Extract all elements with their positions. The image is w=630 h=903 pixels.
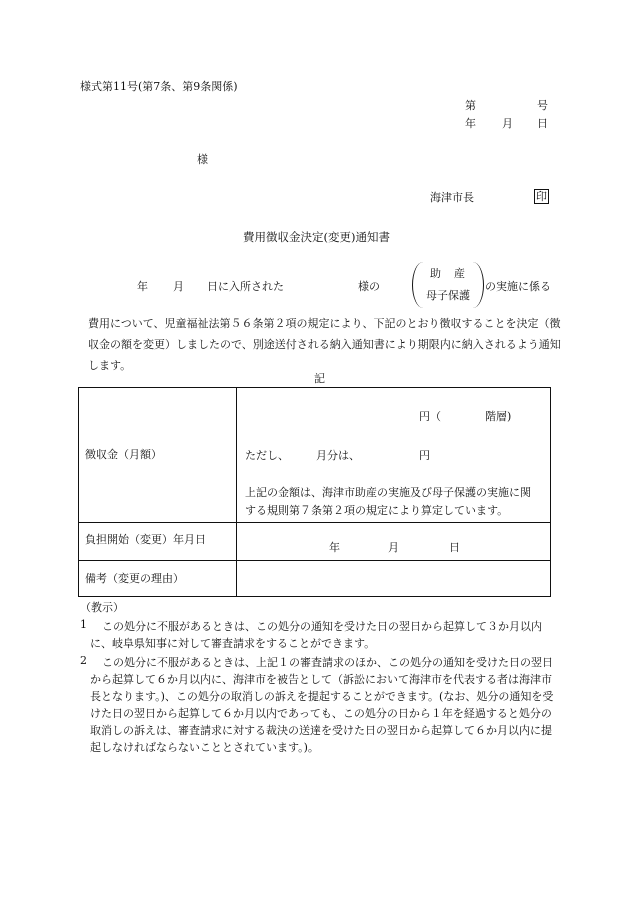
- notice-item1-number: 1: [80, 618, 87, 631]
- intro-tail: の実施に係る: [485, 280, 551, 293]
- month-portion-label: 月分は、: [316, 449, 360, 462]
- fee-table: [78, 387, 551, 597]
- however-label: ただし、: [245, 449, 289, 462]
- intro-year: 年: [137, 280, 148, 293]
- intro-entered: 日に入所された: [207, 280, 284, 293]
- amount-yen-open: 円（: [419, 410, 441, 423]
- document-title: 費用徴収金決定(変更)通知書: [243, 230, 390, 244]
- start-date-cell: [237, 523, 551, 561]
- date-day: 日: [537, 117, 548, 130]
- service-type-bracket: [412, 262, 484, 308]
- remarks-value: [237, 561, 551, 597]
- body-paragraph: 費用について、児童福祉法第５６条第２項の規定により、下記のとおり徴収することを決定（徴収金の額を変更）しましたので、別途送付される納入通知書により期限内に納入されるよう通知します。: [88, 317, 561, 372]
- amount-cell: [237, 388, 551, 523]
- service-mother-child: 母子保護: [426, 289, 470, 302]
- amount-label: 徴収金（月額）: [79, 388, 237, 523]
- calc-note-line1: 上記の金額は、海津市助産の実施及び母子保護の実施に関: [245, 486, 531, 499]
- amount-bracket-label: 階層): [485, 410, 512, 423]
- date-year: 年: [465, 117, 476, 130]
- start-day: 日: [449, 541, 460, 554]
- calc-note-line2: する規則第７条第２項の規定により算定しています。: [245, 504, 509, 517]
- intro-honorific: 様の: [358, 280, 380, 293]
- intro-month: 月: [173, 280, 184, 293]
- start-year: 年: [329, 541, 340, 554]
- doc-number-suffix: 号: [537, 99, 548, 112]
- ki-label: 記: [314, 372, 325, 385]
- date-month: 月: [502, 117, 513, 130]
- start-date-label: 負担開始（変更）年月日: [79, 523, 237, 561]
- start-month: 月: [388, 541, 399, 554]
- notice-item1: この処分に不服があるときは、この処分の通知を受けた日の翌日から起算して３か月以内に、岐阜県知事に対して審査請求をすることができます。: [90, 620, 542, 650]
- addressee-suffix: 様: [197, 153, 208, 166]
- seal-mark: 印: [536, 190, 547, 203]
- remarks-row: [79, 561, 551, 597]
- service-midwifery: 助 産: [430, 267, 466, 280]
- portion-yen: 円: [419, 449, 430, 462]
- start-date-row: [79, 523, 551, 561]
- notice-item2-number: 2: [80, 654, 87, 667]
- remarks-label: 備考（変更の理由）: [79, 561, 237, 597]
- notice-item2: この処分に不服があるときは、上記１の審査請求のほか、この処分の通知を受けた日の翌日から起算して６か月以内に、海津市を被告として（訴訟において海津市を代表する者は海津市長となります。)、この処分の取消しの訴えを提起することができます。(なお、処分の通知を受けた日の翌日から起算して６か月以内であっても、この処分の日から１年を経過すると処分の取消しの訴えは、審査請求に対する裁決の送達を受けた日の翌日から起算して６か月以内に提起しなければならないこととされています。)。: [90, 656, 554, 754]
- doc-number-prefix: 第: [465, 99, 476, 112]
- form-number: 様式第11号(第7条、第9条関係): [80, 80, 238, 93]
- notice-heading: （教示）: [80, 601, 124, 614]
- issuer-title: 海津市長: [430, 191, 474, 204]
- amount-row: [79, 388, 551, 523]
